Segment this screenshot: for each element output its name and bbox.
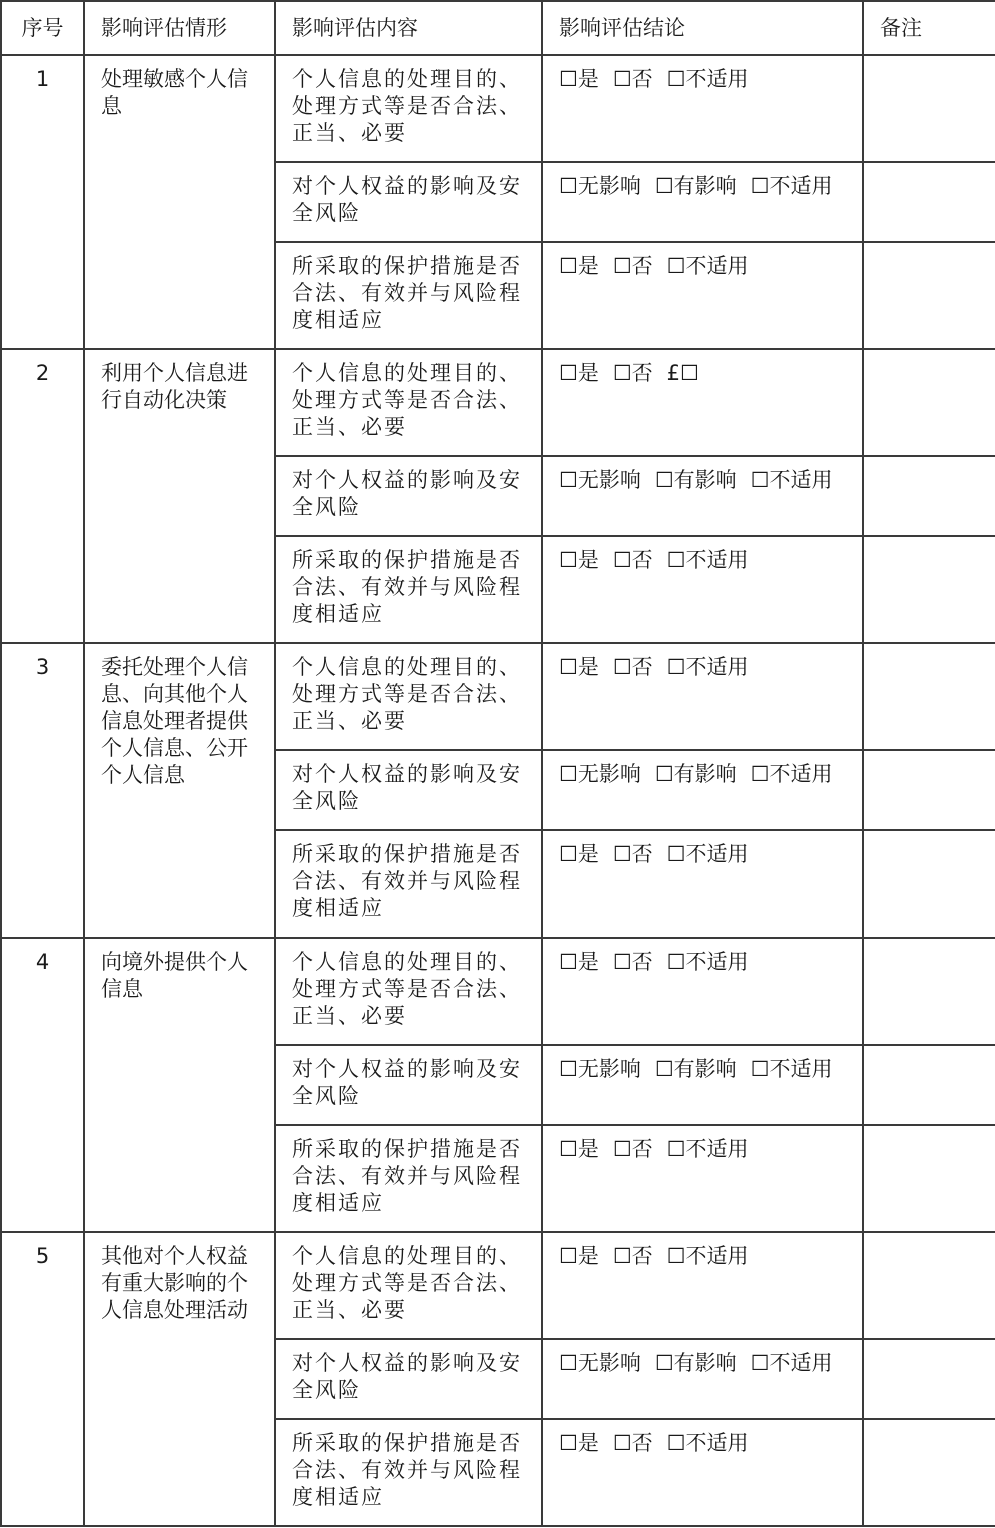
option-label: 有影响 <box>673 468 737 493</box>
option-label: 否 <box>631 254 653 279</box>
checkbox-icon[interactable]: ☐ <box>559 655 578 680</box>
remark-cell[interactable] <box>863 1045 995 1125</box>
table-row <box>1 643 995 750</box>
option-label: 不适用 <box>685 67 749 91</box>
table-row <box>1 938 995 1045</box>
assessment-conclusion <box>542 830 863 937</box>
row-number: 1 <box>1 55 84 349</box>
assessment-content: 对个人权益的影响及安全风险 <box>275 1339 542 1419</box>
checkbox-icon[interactable]: ☐ <box>750 468 770 493</box>
conclusion-option[interactable] <box>559 842 599 866</box>
remark-cell[interactable] <box>863 349 995 456</box>
checkbox-icon[interactable]: ☐ <box>654 1350 674 1375</box>
row-number: 2 <box>1 349 84 643</box>
option-label: 否 <box>631 1243 653 1268</box>
option-label: 不适用 <box>685 1243 749 1268</box>
option-label: 否 <box>631 67 653 91</box>
table-row <box>1 1232 995 1339</box>
checkbox-icon[interactable]: ☐ <box>612 361 632 386</box>
checkbox-icon[interactable]: ☐ <box>750 1056 770 1081</box>
option-label: 不适用 <box>685 254 749 279</box>
checkbox-icon[interactable]: ☐ <box>559 1243 578 1268</box>
option-label: 无影响 <box>577 1350 641 1375</box>
assessment-conclusion <box>542 1045 863 1125</box>
option-label: 是 <box>577 1430 599 1455</box>
conclusion-option[interactable] <box>667 67 749 91</box>
table-row <box>1 55 995 162</box>
conclusion-option[interactable] <box>667 361 699 385</box>
option-label: 无影响 <box>577 1056 641 1081</box>
checkbox-icon[interactable]: ☐ <box>666 1243 686 1268</box>
remark-cell[interactable] <box>863 536 995 643</box>
checkbox-icon[interactable]: ☐ <box>654 468 674 493</box>
conclusion-option[interactable] <box>559 67 599 91</box>
conclusion-option[interactable] <box>559 361 599 385</box>
checkbox-icon[interactable]: ☐ <box>559 67 578 91</box>
assessment-content: 所采取的保护措施是否合法、有效并与风险程度相适应 <box>275 1125 542 1232</box>
checkbox-icon[interactable]: ☐ <box>612 67 632 91</box>
conclusion-option[interactable] <box>655 762 737 786</box>
checkbox-icon[interactable]: ☐ <box>666 67 686 91</box>
option-label: 否 <box>631 949 653 974</box>
checkbox-icon[interactable]: ☐ <box>654 1056 674 1081</box>
checkbox-icon[interactable]: ☐ <box>612 548 632 573</box>
conclusion-option[interactable] <box>667 950 749 974</box>
option-label: 不适用 <box>769 1056 833 1081</box>
option-label: 是 <box>577 1243 599 1268</box>
option-label: 无影响 <box>577 174 641 199</box>
checkbox-icon[interactable]: ☐ <box>666 1136 686 1161</box>
remark-cell[interactable] <box>863 55 995 162</box>
header-content: 影响评估内容 <box>275 1 542 55</box>
conclusion-option[interactable] <box>751 762 833 786</box>
option-label: 否 <box>631 361 653 386</box>
conclusion-option[interactable] <box>559 254 599 278</box>
conclusion-option[interactable] <box>559 1137 599 1161</box>
checkbox-icon[interactable]: ☐ <box>666 655 686 680</box>
conclusion-option[interactable] <box>613 655 653 679</box>
checkbox-icon[interactable]: ☐ <box>559 842 578 867</box>
conclusion-option[interactable] <box>613 842 653 866</box>
option-label: 有影响 <box>673 1350 737 1375</box>
checkbox-icon[interactable]: ☐ <box>559 174 578 199</box>
conclusion-option[interactable] <box>559 174 641 198</box>
checkbox-icon[interactable]: ☐ <box>666 254 686 279</box>
header-row <box>1 1 995 55</box>
assessment-situation: 处理敏感个人信息 <box>84 55 275 349</box>
checkbox-icon[interactable]: ☐ <box>654 762 674 787</box>
conclusion-option[interactable] <box>667 1137 749 1161</box>
option-label: 不适用 <box>685 949 749 974</box>
conclusion-option[interactable] <box>613 1244 653 1268</box>
checkbox-icon[interactable]: ☐ <box>559 1136 578 1161</box>
option-label: 否 <box>631 548 653 573</box>
assessment-conclusion <box>542 1125 863 1232</box>
option-label: 有影响 <box>673 1056 737 1081</box>
checkbox-icon[interactable]: ☐ <box>559 1350 578 1375</box>
option-label: £☐ <box>666 361 699 386</box>
assessment-conclusion <box>542 750 863 830</box>
checkbox-icon[interactable]: ☐ <box>559 468 578 493</box>
assessment-conclusion <box>542 1419 863 1526</box>
option-label: 是 <box>577 361 599 386</box>
conclusion-option[interactable] <box>559 548 599 572</box>
assessment-conclusion <box>542 55 863 162</box>
checkbox-icon[interactable]: ☐ <box>612 254 632 279</box>
checkbox-icon[interactable]: ☐ <box>750 174 770 199</box>
header-remark: 备注 <box>863 1 995 55</box>
option-label: 否 <box>631 1430 653 1455</box>
assessment-conclusion <box>542 349 863 456</box>
assessment-conclusion <box>542 162 863 242</box>
conclusion-option[interactable] <box>559 762 641 786</box>
assessment-content: 个人信息的处理目的、处理方式等是否合法、正当、必要 <box>275 1232 542 1339</box>
checkbox-icon[interactable]: ☐ <box>612 949 632 974</box>
assessment-conclusion <box>542 1339 863 1419</box>
option-label: 不适用 <box>769 762 833 787</box>
option-label: 是 <box>577 655 599 680</box>
assessment-content: 所采取的保护措施是否合法、有效并与风险程度相适应 <box>275 1419 542 1526</box>
remark-cell[interactable] <box>863 938 995 1045</box>
conclusion-option[interactable] <box>751 174 833 198</box>
conclusion-option[interactable] <box>559 950 599 974</box>
assessment-conclusion <box>542 938 863 1045</box>
assessment-content: 对个人权益的影响及安全风险 <box>275 162 542 242</box>
option-label: 不适用 <box>685 1430 749 1455</box>
header-situation: 影响评估情形 <box>84 1 275 55</box>
assessment-content: 所采取的保护措施是否合法、有效并与风险程度相适应 <box>275 536 542 643</box>
conclusion-option[interactable] <box>667 842 749 866</box>
remark-cell[interactable] <box>863 162 995 242</box>
option-label: 是 <box>577 842 599 867</box>
checkbox-icon[interactable]: ☐ <box>612 1136 632 1161</box>
checkbox-icon[interactable]: ☐ <box>559 762 578 787</box>
conclusion-option[interactable] <box>667 655 749 679</box>
assessment-content: 对个人权益的影响及安全风险 <box>275 456 542 536</box>
assessment-situation: 向境外提供个人信息 <box>84 938 275 1232</box>
conclusion-option[interactable] <box>613 950 653 974</box>
conclusion-option[interactable] <box>613 361 653 385</box>
option-label: 不适用 <box>769 174 833 199</box>
option-label: 否 <box>631 842 653 867</box>
assessment-conclusion <box>542 242 863 349</box>
conclusion-option[interactable] <box>655 468 737 492</box>
row-number: 4 <box>1 938 84 1232</box>
option-label: 不适用 <box>685 655 749 680</box>
assessment-conclusion <box>542 1232 863 1339</box>
assessment-content: 所采取的保护措施是否合法、有效并与风险程度相适应 <box>275 242 542 349</box>
remark-cell[interactable] <box>863 1339 995 1419</box>
assessment-content: 个人信息的处理目的、处理方式等是否合法、正当、必要 <box>275 643 542 750</box>
option-label: 不适用 <box>769 1350 833 1375</box>
option-label: 是 <box>577 548 599 573</box>
remark-cell[interactable] <box>863 1125 995 1232</box>
assessment-content: 个人信息的处理目的、处理方式等是否合法、正当、必要 <box>275 349 542 456</box>
option-label: 是 <box>577 1136 599 1161</box>
conclusion-option[interactable] <box>559 655 599 679</box>
checkbox-icon[interactable]: ☐ <box>750 1350 770 1375</box>
conclusion-option[interactable] <box>667 548 749 572</box>
checkbox-icon[interactable]: ☐ <box>666 548 686 573</box>
checkbox-icon[interactable]: ☐ <box>666 1430 686 1455</box>
remark-cell[interactable] <box>863 456 995 536</box>
conclusion-option[interactable] <box>751 1351 833 1375</box>
checkbox-icon[interactable]: ☐ <box>559 1430 578 1455</box>
remark-cell[interactable] <box>863 242 995 349</box>
remark-cell[interactable] <box>863 643 995 750</box>
table-row <box>1 349 995 456</box>
checkbox-icon[interactable]: ☐ <box>612 842 632 867</box>
option-label: 有影响 <box>673 762 737 787</box>
conclusion-option[interactable] <box>559 1351 641 1375</box>
checkbox-icon[interactable]: ☐ <box>559 254 578 279</box>
option-label: 否 <box>631 1136 653 1161</box>
assessment-content: 个人信息的处理目的、处理方式等是否合法、正当、必要 <box>275 938 542 1045</box>
checkbox-icon[interactable]: ☐ <box>750 762 770 787</box>
assessment-content: 所采取的保护措施是否合法、有效并与风险程度相适应 <box>275 830 542 937</box>
conclusion-option[interactable] <box>655 1057 737 1081</box>
assessment-content: 对个人权益的影响及安全风险 <box>275 1045 542 1125</box>
option-label: 不适用 <box>685 548 749 573</box>
checkbox-icon[interactable]: ☐ <box>559 361 578 386</box>
option-label: 是 <box>577 67 599 91</box>
table-body <box>1 55 995 1526</box>
conclusion-option[interactable] <box>559 468 641 492</box>
option-label: 不适用 <box>685 1136 749 1161</box>
assessment-situation: 委托处理个人信息、向其他个人信息处理者提供个人信息、公开个人信息 <box>84 643 275 937</box>
conclusion-option[interactable] <box>613 548 653 572</box>
conclusion-option[interactable] <box>751 468 833 492</box>
option-label: 否 <box>631 655 653 680</box>
remark-cell[interactable] <box>863 750 995 830</box>
checkbox-icon[interactable]: ☐ <box>612 1243 632 1268</box>
conclusion-option[interactable] <box>559 1431 599 1455</box>
conclusion-option[interactable] <box>613 254 653 278</box>
row-number: 5 <box>1 1232 84 1526</box>
checkbox-icon[interactable]: ☐ <box>666 842 686 867</box>
conclusion-option[interactable] <box>613 1431 653 1455</box>
conclusion-option[interactable] <box>655 1351 737 1375</box>
conclusion-option[interactable] <box>667 254 749 278</box>
conclusion-option[interactable] <box>613 67 653 91</box>
checkbox-icon[interactable]: ☐ <box>612 655 632 680</box>
option-label: 是 <box>577 949 599 974</box>
option-label: 无影响 <box>577 762 641 787</box>
assessment-content: 个人信息的处理目的、处理方式等是否合法、正当、必要 <box>275 55 542 162</box>
checkbox-icon[interactable]: ☐ <box>559 548 578 573</box>
assessment-situation: 利用个人信息进行自动化决策 <box>84 349 275 643</box>
conclusion-option[interactable] <box>655 174 737 198</box>
assessment-situation: 其他对个人权益有重大影响的个人信息处理活动 <box>84 1232 275 1526</box>
header-conclusion: 影响评估结论 <box>542 1 863 55</box>
checkbox-icon[interactable]: ☐ <box>559 1056 578 1081</box>
option-label: 无影响 <box>577 468 641 493</box>
remark-cell[interactable] <box>863 830 995 937</box>
assessment-content: 对个人权益的影响及安全风险 <box>275 750 542 830</box>
option-label: 不适用 <box>685 842 749 867</box>
checkbox-icon[interactable]: ☐ <box>666 949 686 974</box>
conclusion-option[interactable] <box>667 1431 749 1455</box>
conclusion-option[interactable] <box>613 1137 653 1161</box>
checkbox-icon[interactable]: ☐ <box>559 949 578 974</box>
conclusion-option[interactable] <box>559 1244 599 1268</box>
assessment-conclusion <box>542 643 863 750</box>
conclusion-option[interactable] <box>667 1244 749 1268</box>
remark-cell[interactable] <box>863 1232 995 1339</box>
option-label: 有影响 <box>673 174 737 199</box>
assessment-conclusion <box>542 536 863 643</box>
checkbox-icon[interactable]: ☐ <box>654 174 674 199</box>
row-number: 3 <box>1 643 84 937</box>
conclusion-option[interactable] <box>559 1057 641 1081</box>
option-label: 是 <box>577 254 599 279</box>
option-label: 不适用 <box>769 468 833 493</box>
checkbox-icon[interactable]: ☐ <box>612 1430 632 1455</box>
assessment-conclusion <box>542 456 863 536</box>
remark-cell[interactable] <box>863 1419 995 1526</box>
conclusion-option[interactable] <box>751 1057 833 1081</box>
header-no: 序号 <box>1 1 84 55</box>
